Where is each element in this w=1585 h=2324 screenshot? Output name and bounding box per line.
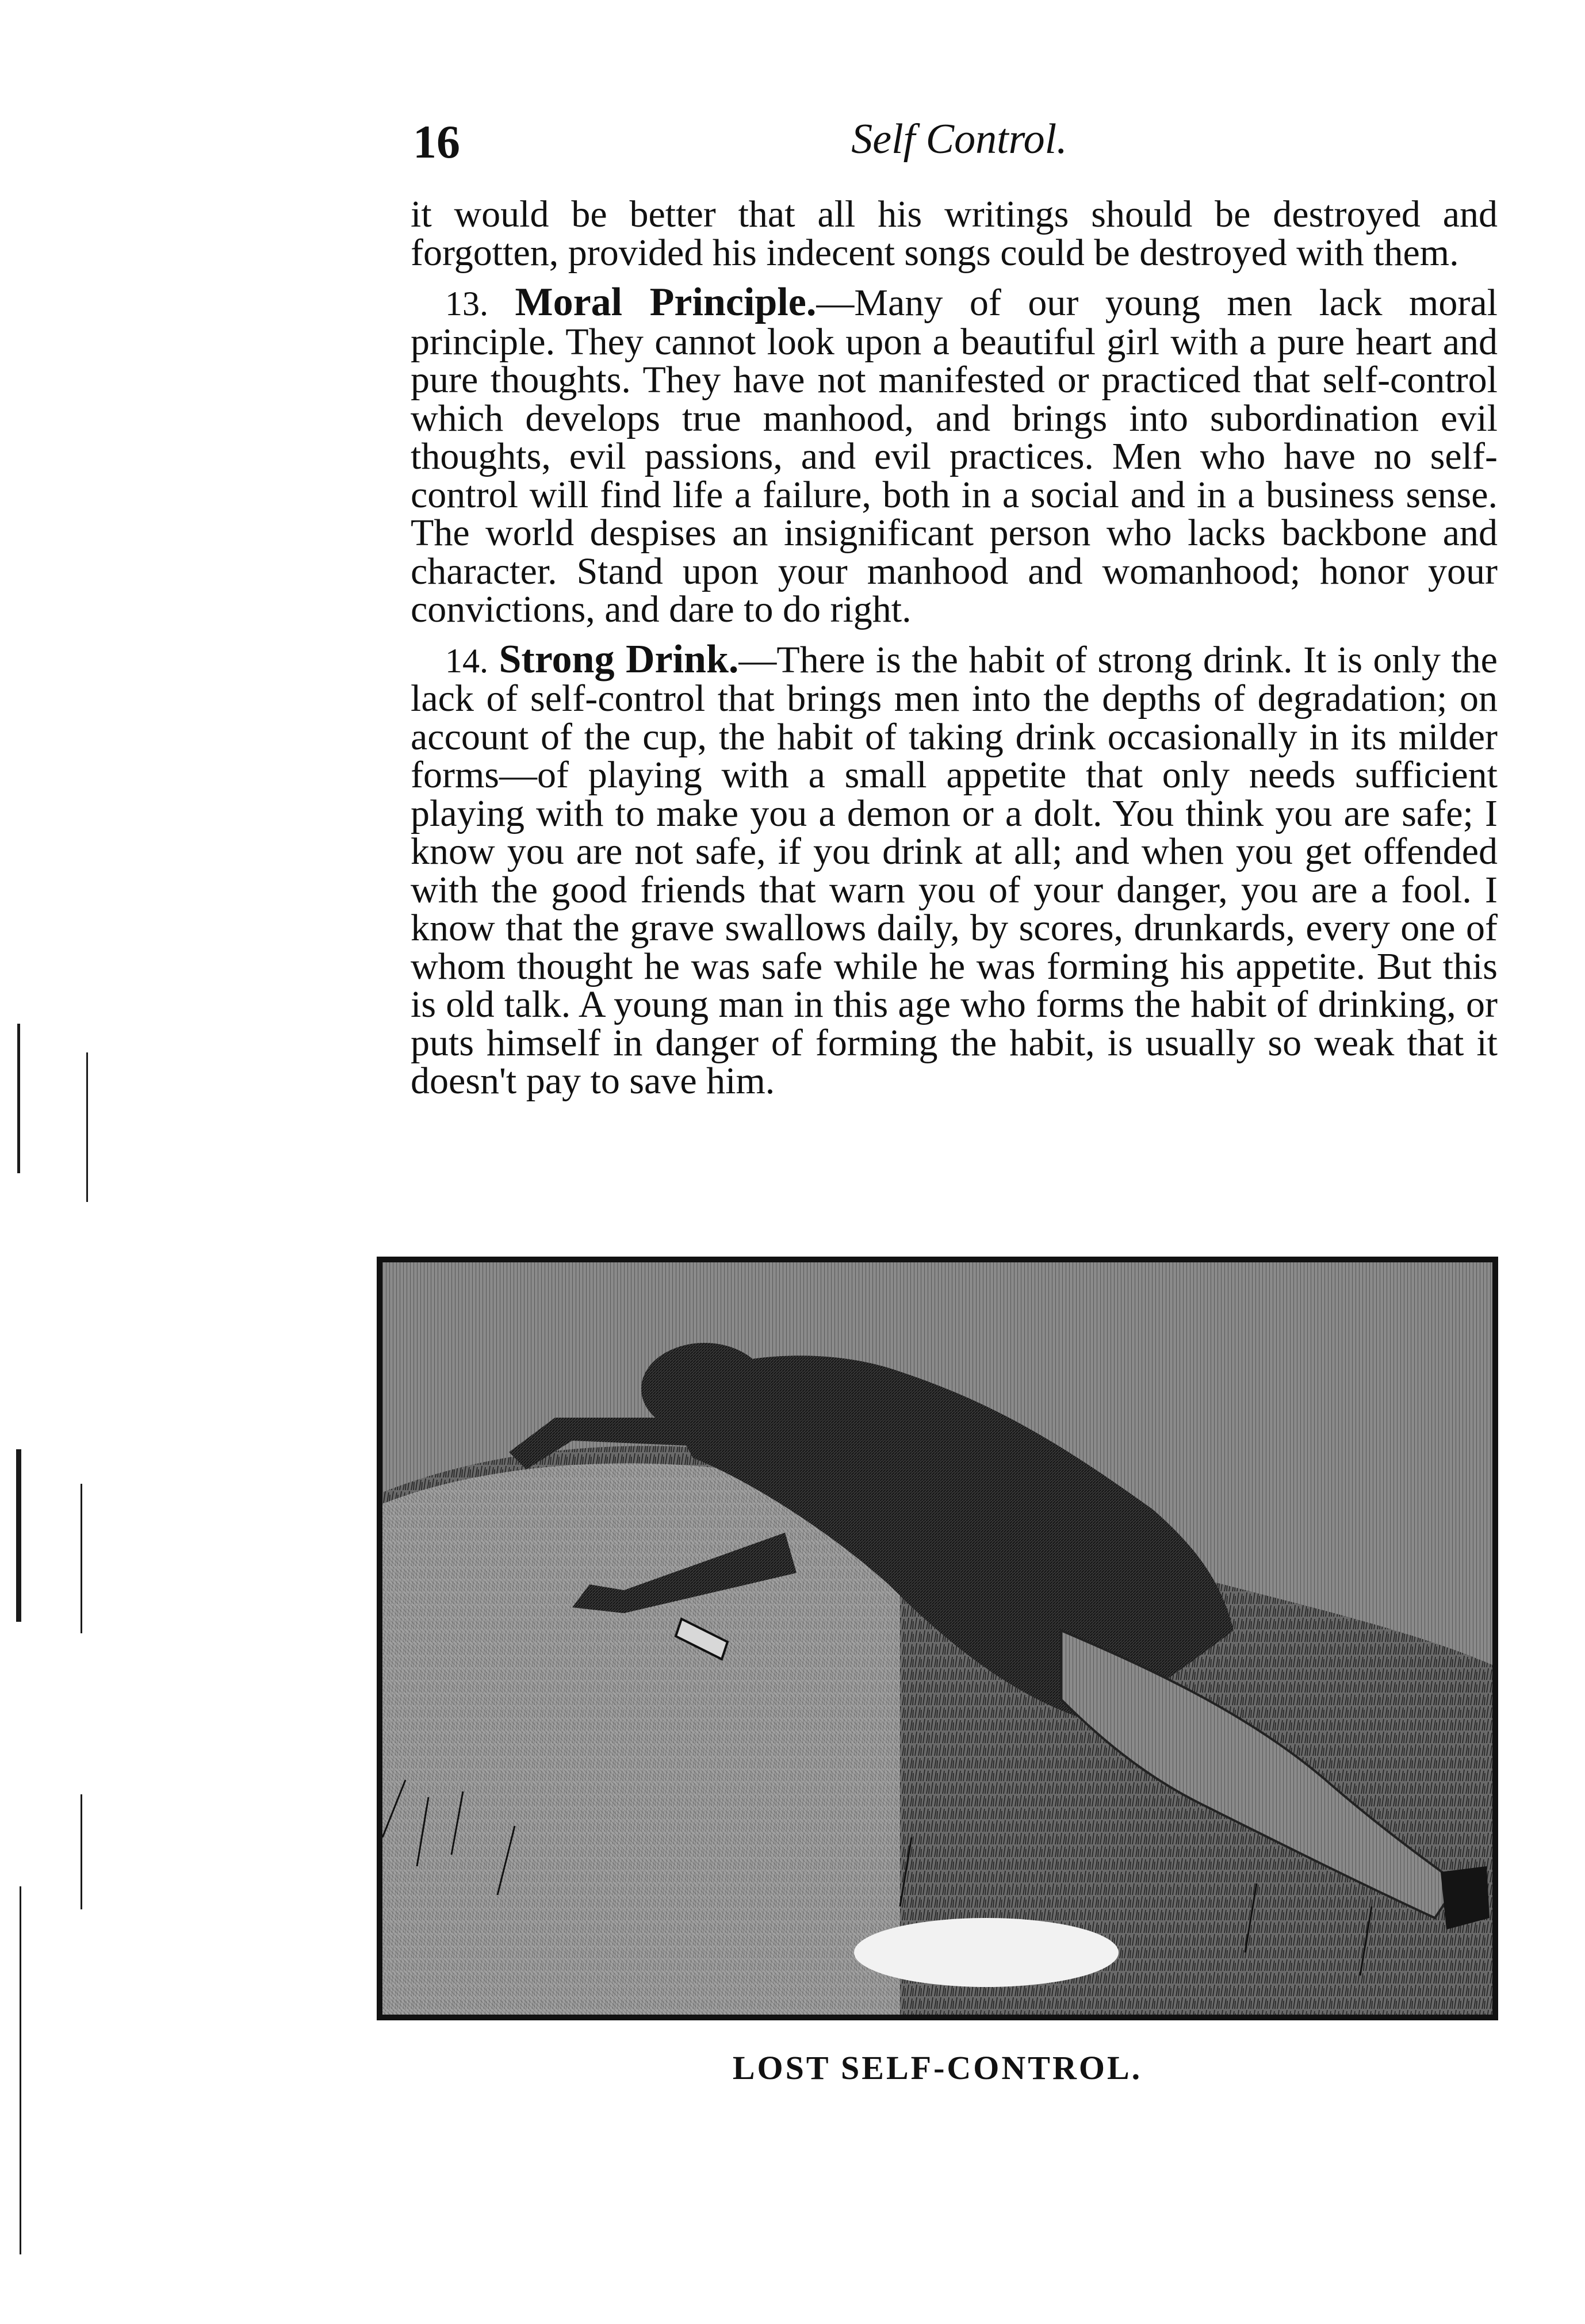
scan-mark xyxy=(20,1886,21,2254)
running-title: Self Control. xyxy=(851,116,1067,163)
paragraph-text: —Many of our young men lack moral principle. They cannot look upon a beautiful girl with a pure heart and pure thoughts. They have not manifested or practiced that self-control which develops true manhood, and brings into subordination evil thoughts, evil passions, and evil practices. Men who have no self-control will find life a failure, both in a social and in a business sense. The world despises an insignificant person who lacks backbone and character. Stand upon your manhood and womanhood; honor your convictions, and dare to do right. xyxy=(411,282,1498,630)
paragraph-number: 13. xyxy=(445,285,488,323)
figure-engraving xyxy=(377,1257,1498,2020)
paragraph-heading: Strong Drink. xyxy=(499,637,739,681)
scan-mark xyxy=(81,1484,82,1633)
paragraph-number: 14. xyxy=(445,641,488,680)
paragraph-strong-drink xyxy=(411,637,1498,1102)
engraving-man-lying-on-ground-icon xyxy=(382,1262,1492,2015)
page-header xyxy=(413,115,1506,178)
paragraph-text: it would be better that all his writings should be destroyed and forgotten, provided his indecent songs could be destroyed with them. xyxy=(411,193,1498,274)
paragraph-text: —There is the habit of strong drink. It is only the lack of self-control that brings men into the depths of degradation; on account of the cup, the habit of taking drink occasionally in its milder forms—of playing with a small appetite that only needs sufficient playing with to make you a demon or a dolt. You think you are safe; I know you are not safe, if you drink at all; and when you get offended with the good friends that warn you of your danger, you are a fool. I know that the grave swallows daily, by scores, drunkards, every one of whom thought he was safe while he was forming his appetite. But this is old talk. A young man in this age who forms the habit of drinking, or puts himself in danger of forming the habit, is usually so weak that it doesn't pay to save him. xyxy=(411,638,1498,1102)
paragraph-moral-principle xyxy=(411,280,1498,630)
scan-mark xyxy=(86,1052,88,1202)
scan-mark xyxy=(17,1024,20,1173)
scan-mark xyxy=(81,1794,82,1909)
body-text xyxy=(411,193,1498,1102)
scan-mark xyxy=(16,1449,21,1622)
paragraph-heading: Moral Principle. xyxy=(515,280,817,324)
paragraph-continuation xyxy=(411,193,1498,274)
page-number: 16 xyxy=(413,116,460,168)
figure-caption: LOST SELF-CONTROL. xyxy=(732,2049,1143,2086)
